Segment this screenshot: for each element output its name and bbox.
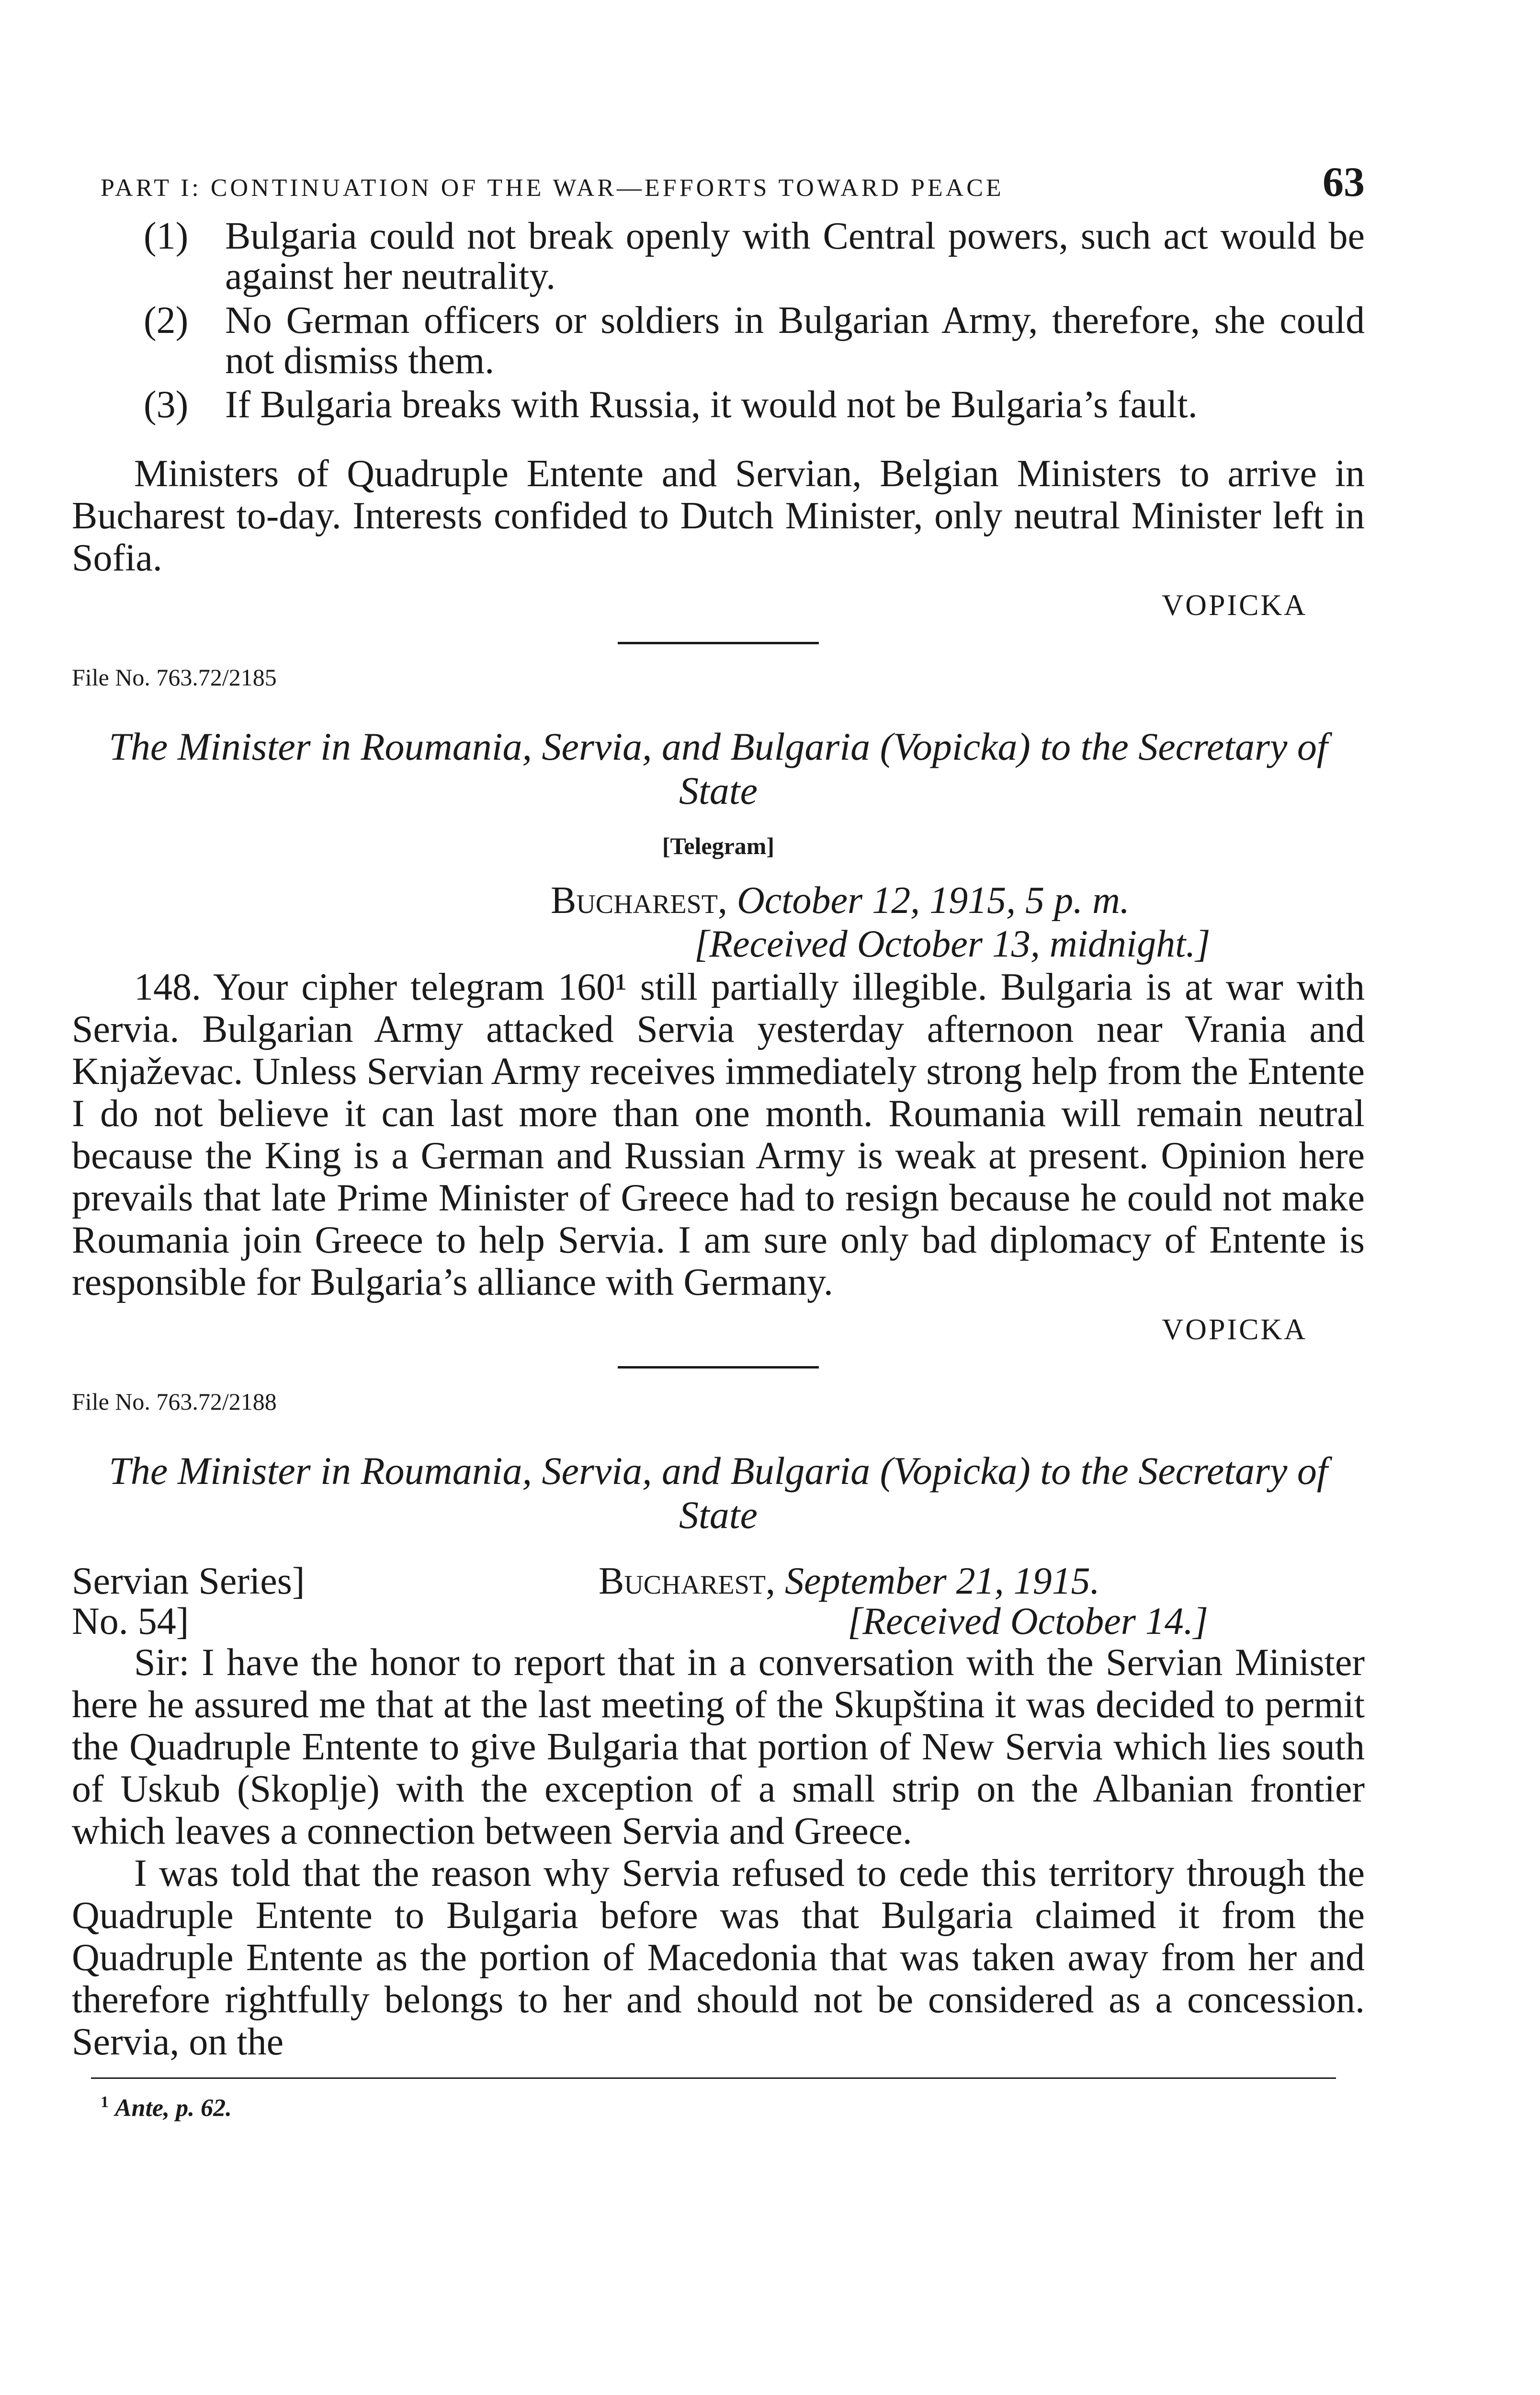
received-date: [Received October 14.] (848, 1600, 1209, 1642)
section-divider (618, 642, 819, 644)
list-item-text: If Bulgaria breaks with Russia, it would not be Bulgaria’s fault. (225, 384, 1198, 426)
paragraph-ministers: Ministers of Quadruple Entente and Servian, Belgian Ministers to arrive in Bucharest to-day. Interests confided to Dutch Minister, only neutral Minister left in Sofia. (72, 453, 1365, 579)
document-title: The Minister in Roumania, Servia, and Bulgaria (Vopicka) to the Secretary of State (109, 1449, 1328, 1537)
dateline-date: October 12, 1915, 5 p. m. (736, 879, 1130, 922)
file-number: File No. 763.72/2188 (72, 1388, 277, 1415)
received-date: [Received October 13, midnight.] (694, 923, 1211, 965)
list-item-text: Bulgaria could not break openly with Central powers, such act would be against her neutrality. (225, 215, 1365, 297)
signature: VOPICKA (1162, 1313, 1307, 1346)
file-number: File No. 763.72/2185 (72, 664, 277, 691)
page-number: 63 (1323, 159, 1365, 205)
document-page (72, 158, 1365, 2122)
dateline (551, 879, 1365, 923)
running-head (101, 158, 1365, 206)
list-item-text: No German officers or soldiers in Bulgarian Army, therefore, she could not dismiss them. (225, 299, 1365, 382)
footnote-marker: 1 (101, 2093, 109, 2111)
dateline-date: September 21, 1915. (784, 1560, 1100, 1602)
list-item (144, 216, 1365, 297)
list-item (144, 385, 1365, 425)
list-item-number: (3) (144, 384, 189, 426)
footnote-divider (91, 2077, 1336, 2079)
list-item-number: (2) (144, 299, 189, 342)
dateline (599, 1561, 1208, 1601)
dateline-place: Bucharest, (551, 879, 727, 922)
series-dateline (72, 1561, 1365, 1642)
numbered-list (144, 216, 1365, 425)
series-number: No. 54] (72, 1600, 189, 1642)
section-divider (618, 1366, 819, 1369)
document-type: [Telegram] (662, 833, 775, 859)
list-item (144, 300, 1365, 381)
telegram-body: 148. Your cipher telegram 160¹ still partially illegible. Bulgaria is at war with Servia. Bulgarian Army attacked Servia yesterday afternoon near Vrania and Knjaževac. Unless Servian Army receives immediately strong help from the Entente I do not believe it can last more than one month. Roumania will remain neutral because the King is a German and Russian Army is weak at present. Opinion here prevails that late Prime Minister of Greece had to resign because he could not make Roumania join Greece to help Servia. I am sure only bad diplomacy of Entente is responsible for Bulgaria’s alliance with Germany. (72, 966, 1365, 1303)
signature: VOPICKA (1162, 589, 1307, 622)
letter-paragraph: Sir: I have the honor to report that in a conversation with the Servian Minister here he assured me that at the last meeting of the Skupština it was decided to permit the Quadruple Entente to give Bulgaria that portion of New Servia which lies south of Uskub (Skoplje) with the exception of a small strip on the Albanian frontier which leaves a connection between Servia and Greece. (72, 1642, 1365, 1852)
footnote-text: Ante, p. 62. (115, 2094, 232, 2122)
series-label: Servian Series] (72, 1560, 305, 1602)
footnote (101, 2093, 1365, 2122)
dateline-place: Bucharest, (599, 1560, 775, 1602)
running-title: PART I: CONTINUATION OF THE WAR—EFFORTS TOWARD PEACE (101, 174, 1004, 202)
list-item-number: (1) (144, 215, 189, 257)
letter-paragraph: I was told that the reason why Servia refused to cede this territory through the Quadruple Entente to Bulgaria before was that Bulgaria claimed it from the Quadruple Entente as the portion of Macedonia that was taken away from her and therefore rightfully belongs to her and should not be considered as a concession. Servia, on the (72, 1852, 1365, 2063)
document-title: The Minister in Roumania, Servia, and Bulgaria (Vopicka) to the Secretary of State (109, 725, 1328, 812)
